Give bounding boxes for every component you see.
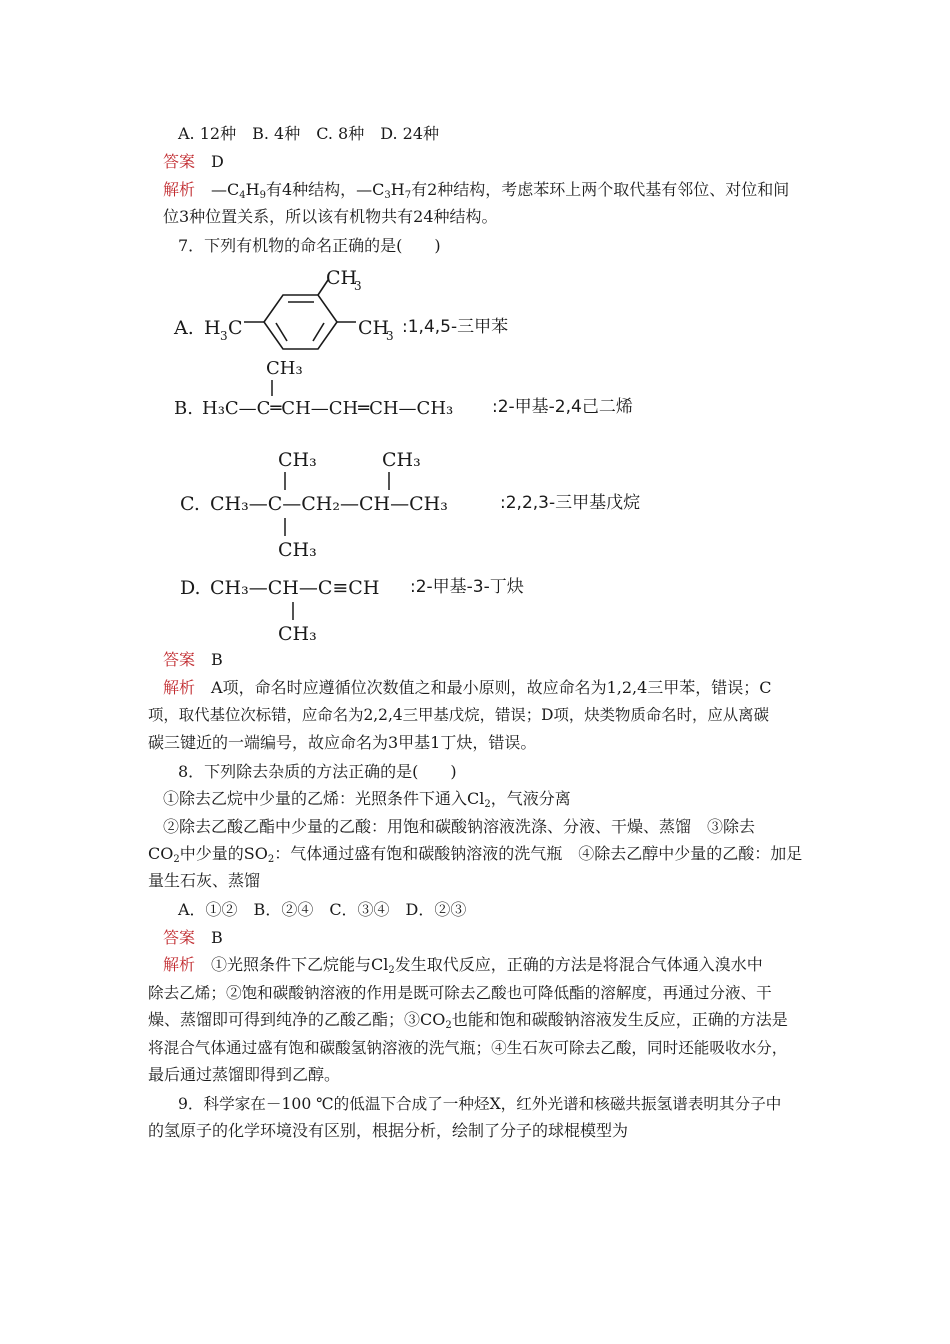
q6-analysis-line-2: 位3种位置关系，所以该有机物共有24种结构。 <box>163 207 498 226</box>
analysis-label: 解析 <box>163 955 196 974</box>
q8-analysis-line-5: 最后通过蒸馏即得到乙醇。 <box>148 1065 341 1084</box>
q7-analysis-line-3: 碳三键近的一端编号，故应命名为3甲基1丁炔，错误。 <box>148 733 537 752</box>
struct-b-chain: H₃C—C═CH—CH═CH—CH₃ <box>202 398 454 419</box>
option-d-name: :2-甲基-3-丁炔 <box>410 577 524 597</box>
q8-analysis-line-2: 除去乙烯；②饱和碳酸钠溶液的作用是既可除去乙酸也可降低酯的溶解度，再通过分液、干 <box>148 984 772 1002</box>
q9-stem-line-1: 9．科学家在－100 ℃的低温下合成了一种烃X，红外光谱和核磁共振氢谱表明其分子中 <box>178 1095 782 1113</box>
analysis-label: 解析 <box>163 678 196 697</box>
answer-label: 答案 <box>163 928 196 947</box>
q8-item-1: ①除去乙烷中少量的乙烯：光照条件下通入$Cl_2$，气液分离 <box>163 789 571 810</box>
struct-a-right-methyl: CH <box>358 317 390 339</box>
answer-label: 答案 <box>163 152 196 171</box>
q8-analysis-line-1: 解析 ①光照条件下乙烷能与$Cl_2$发生取代反应，正确的方法是将混合气体通入溴水中 <box>163 955 763 976</box>
answer-label: 答案 <box>163 650 196 669</box>
struct-c-chain: CH₃—C—CH₂—CH—CH₃ <box>210 493 448 515</box>
q8-answer: 答案 B <box>163 928 223 947</box>
q7-analysis-line-1: 解析 A项，命名时应遵循位次数值之和最小原则，故应命名为1,2,4三甲苯，错误；C <box>163 678 772 697</box>
struct-d-chain: CH₃—CH—C≡CH <box>210 577 380 599</box>
q6-options: A. 12种 B. 4种 C. 8种 D. 24种 <box>178 124 440 143</box>
structure-b <box>170 352 730 424</box>
svg-text:3: 3 <box>386 329 394 343</box>
struct-c-up2: CH₃ <box>382 449 421 471</box>
struct-a-top-methyl: CH <box>326 267 358 289</box>
q9-stem-line-2: 的氢原子的化学环境没有区别，根据分析，绘制了分子的球棍模型为 <box>148 1121 629 1140</box>
structure-c <box>170 444 730 564</box>
struct-a-left-h: H <box>204 317 221 339</box>
q8-analysis-line-4: 将混合气体通过盛有饱和碳酸氢钠溶液的洗气瓶；④生石灰可除去乙酸，同时还能吸收水分， <box>148 1039 788 1057</box>
option-b-name: :2-甲基-2,4己二烯 <box>492 397 633 417</box>
option-b-label: B. <box>174 398 193 419</box>
q8-options: A．①② B．②④ C．③④ D．②③ <box>178 900 467 919</box>
q8-analysis-line-3: 燥、蒸馏即可得到纯净的乙酸乙酯；$③CO_2$也能和饱和碳酸钠溶液发生反应，正确的方法是 <box>148 1010 788 1031</box>
q7-answer: 答案 B <box>163 650 223 669</box>
option-c-label: C. <box>180 493 200 515</box>
q7-analysis-line-2: 项，取代基位次标错，应命名为2,2,4三甲基戊烷，错误；D项，炔类物质命名时，应从离碳 <box>148 706 769 724</box>
q8-item-2: ②除去乙酸乙酯中少量的乙酸：用饱和碳酸钠溶液洗涤、分液、干燥、蒸馏 ③除去 <box>163 817 756 836</box>
q8-stem: 8．下列除去杂质的方法正确的是( ) <box>178 762 457 781</box>
svg-text:C: C <box>228 317 243 339</box>
q7-stem: 7．下列有机物的命名正确的是( ) <box>178 236 441 255</box>
struct-c-up1: CH₃ <box>278 449 317 471</box>
struct-b-branch: CH₃ <box>266 358 303 379</box>
q8-line-4: 量生石灰、蒸馏 <box>148 871 261 890</box>
option-d-label: D. <box>180 577 201 599</box>
svg-text:3: 3 <box>220 329 228 343</box>
option-a-label: A. <box>174 317 194 339</box>
benzene-ring <box>244 280 356 349</box>
structure-a <box>170 262 600 352</box>
option-a-name: :1,4,5-三甲苯 <box>402 317 509 337</box>
analysis-label: 解析 <box>163 180 196 199</box>
struct-d-down: CH₃ <box>278 623 317 645</box>
q6-answer: 答案 D <box>163 152 224 171</box>
struct-c-down1: CH₃ <box>278 539 317 561</box>
svg-text:3: 3 <box>354 279 362 293</box>
structure-d <box>170 568 670 648</box>
option-c-name: :2,2,3-三甲基戊烷 <box>500 493 641 513</box>
q6-analysis-line-1: 解析 $—C_4H_9$有4种结构，$—C_3H_7$有2种结构，考虑苯环上两个取代基有邻位、对位和间 <box>163 180 790 201</box>
q8-line-3: $CO_2$中少量的$SO_2$：气体通过盛有饱和碳酸钠溶液的洗气瓶 ④除去乙醇中少量的乙酸：加足 <box>148 844 803 865</box>
